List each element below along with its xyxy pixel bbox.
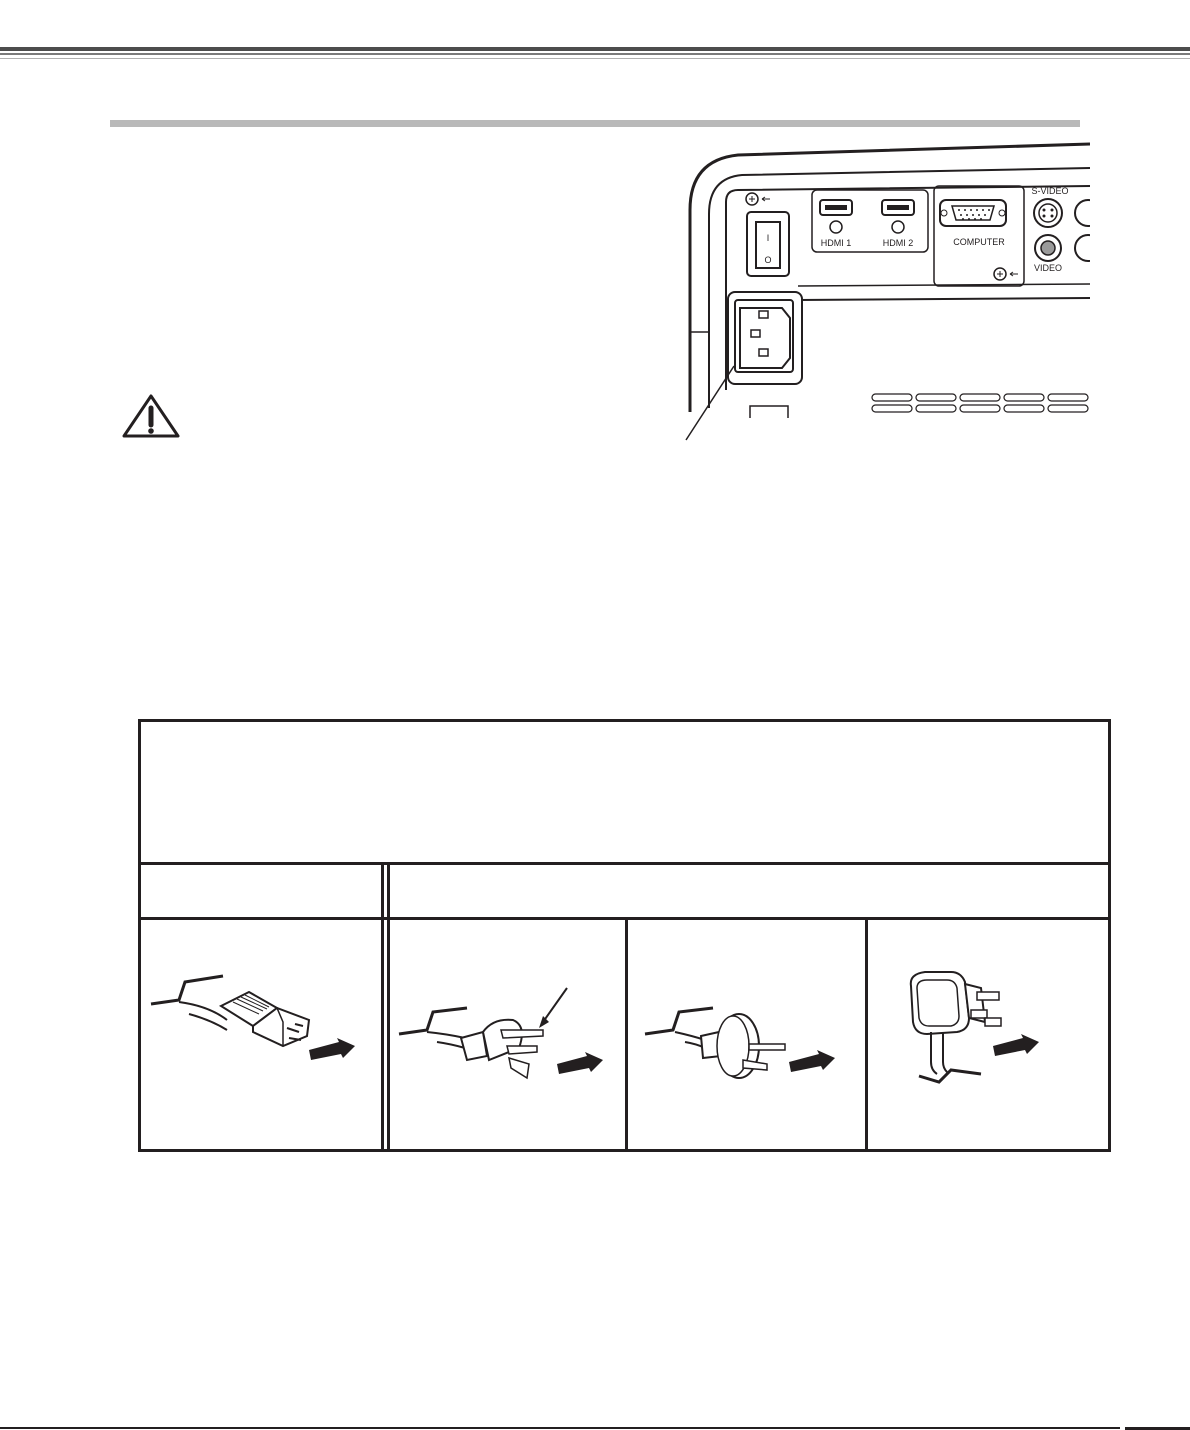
table-col-rule-1 [625, 920, 628, 1152]
plug-types-table [138, 719, 1111, 1152]
switch-off-symbol: O [764, 255, 772, 265]
warning-triangle-icon [120, 392, 182, 440]
computer-label: COMPUTER [953, 237, 1005, 247]
header-rule-thin [0, 58, 1190, 59]
footer-rule [0, 1427, 1120, 1429]
two-pin-ground-plug-illustration [397, 982, 617, 1092]
video-label: VIDEO [1033, 263, 1063, 273]
arrow-right-icon [309, 1038, 355, 1060]
round-pin-plug-illustration [639, 984, 859, 1094]
header-rule-mid [0, 53, 1190, 55]
section-divider-bar [110, 120, 1080, 127]
switch-on-symbol: I [766, 233, 770, 243]
table-double-rule-b [387, 865, 390, 1152]
header-rule-thick [0, 47, 1190, 51]
s-video-label: S-VIDEO [1031, 186, 1069, 196]
hdmi1-label: HDMI 1 [820, 238, 852, 248]
table-rule-1 [141, 862, 1108, 865]
projector-rear-panel-illustration [676, 140, 1090, 460]
projector-connector-illustration [149, 962, 369, 1072]
arrow-right-icon [557, 1052, 603, 1074]
hdmi2-label: HDMI 2 [882, 238, 914, 248]
table-double-rule-a [381, 865, 384, 1152]
uk-three-pin-plug-illustration [881, 962, 1101, 1112]
table-col-rule-2 [865, 920, 868, 1152]
arrow-right-icon [789, 1050, 835, 1072]
arrow-right-icon [993, 1034, 1039, 1056]
